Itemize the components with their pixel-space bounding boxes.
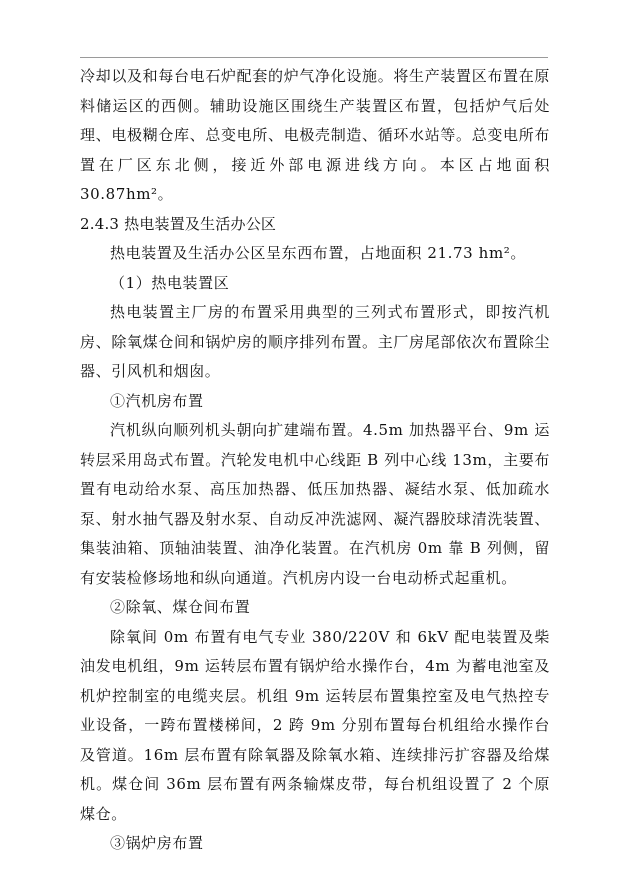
intro-paragraph: 热电装置及生活办公区呈东西布置，占地面积 21.73 hm²。 (110, 244, 526, 262)
sub-heading-power-area: （1）热电装置区 (110, 273, 230, 292)
document-body (80, 62, 550, 859)
item-heading-turbine-hall: ①汽机房布置 (110, 391, 204, 410)
header-rule (80, 57, 548, 58)
layout-paragraph: 热电装置主厂房的布置采用典型的三列式布置形式，即按汽机房、除氧煤仓间和锅炉房的顺序排列布置。主厂房尾部依次布置除尘器、引风机和烟囱。 (80, 303, 550, 380)
item-heading-boiler-house: ③锅炉房布置 (110, 834, 204, 852)
turbine-hall-paragraph: 汽机纵向顺列机头朝向扩建端布置。4.5m 加热器平台、9m 运转层采用岛式布置。汽轮发电机中心线距 B 列中心线 13m，主要布置有电动给水泵、高压加热器、低压加热器、凝结水泵、低加疏水泵、射水抽气器及射水泵、自动反冲洗滤网、凝汽器胶球清洗装置、集装油箱、顶轴油装置、油净化装置。在汽机房 0m 靠 B 列侧，留有安装检修场地和纵向通道。汽机房内设一台电动桥式起重机。 (80, 421, 550, 587)
continuation-paragraph: 冷却以及和每台电石炉配套的炉气净化设施。将生产装置区布置在原料储运区的西侧。辅助设施区围绕生产装置区布置，包括炉气后处理、电极糊仓库、总变电所、电极壳制造、循环水站等。总变电所布置在厂区东北侧，接近外部电源进线方向。本区占地面积 30.87hm²。 (80, 67, 550, 203)
deaerator-bunker-paragraph: 除氧间 0m 布置有电气专业 380/220V 和 6kV 配电装置及柴油发电机组，9m 运转层布置有锅炉给水操作台，4m 为蓄电池室及机炉控制室的电缆夹层。机组 9m 运转层布置集控室及电气热控专业设备，一跨布置楼梯间，2 跨 9m 分别布置每台机组给水操作台及管道。16m 层布置有除氧器及除氧水箱、连续排污扩容器及给煤机。煤仓间 36m 层布置有两条输煤皮带，每台机组设置了 2 个原煤仓。 (80, 627, 550, 823)
item-heading-deaerator-bunker: ②除氧、煤仓间布置 (110, 598, 251, 616)
section-heading: 2.4.3 热电装置及生活办公区 (80, 214, 277, 233)
